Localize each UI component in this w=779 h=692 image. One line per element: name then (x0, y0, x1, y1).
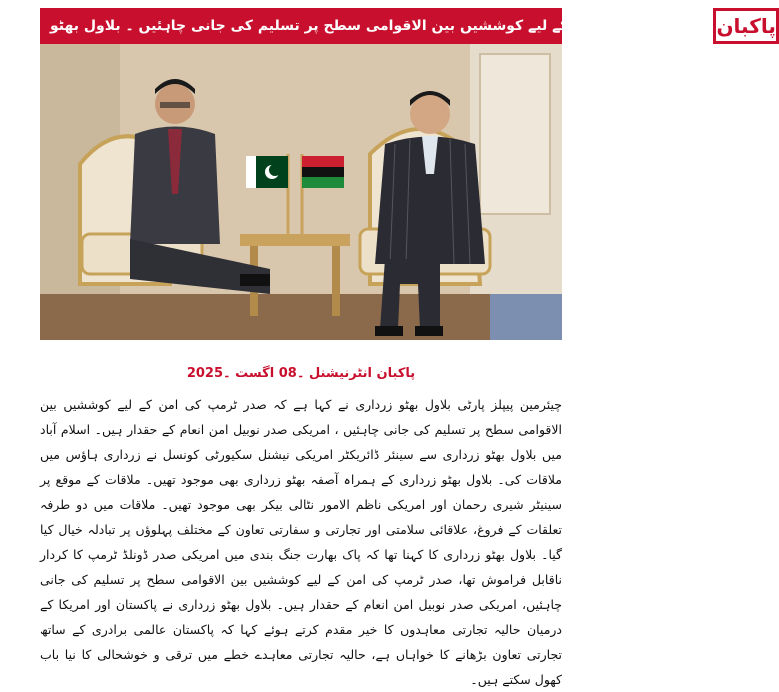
meeting-photo-icon (40, 44, 562, 340)
logo[interactable] (713, 8, 778, 44)
headline-bar (40, 8, 776, 44)
dateline: پاکبان انٹرنیشنل ۔08 اگست ۔2025 (186, 366, 416, 381)
logo-text: پاکبان (716, 14, 776, 38)
meeting-photo (40, 44, 562, 340)
article-body: چیئرمین پیپلز پارٹی بلاول بھٹو زرداری نے کہا ہے کہ صدر ٹرمپ کی امن کے لیے کوششیں بین الاقوامی سطح پر تسلیم کی جانی چاہئیں ، امریکی صدر نوبیل امن انعام کے حقدار ہیں۔ اسلام آباد میں بلاول بھٹو زرداری سے سینئر ڈائریکٹر امریکی نیشنل سکیورٹی کونسل نے زرداری ہاؤس میں ملاقات کی۔ بلاول بھٹو زرداری کے ہمراہ آصفہ بھٹو زرداری بھی موجود تھیں۔ ملاقات کے موقع پر سینیٹر شیری رحمان اور امریکی ناظم الامور نٹالی بیکر بھی موجود تھیں۔ ملاقات میں دو طرفہ تعلقات کے فروغ، علاقائی سلامتی اور تجارتی و سفارتی تعاون کے مختلف پہلوؤں پر تبادلہ خیال کیا گیا۔ بلاول بھٹو زرداری کا کہنا تھا کہ پاک بھارت جنگ بندی میں امریکی صدر ڈونلڈ ٹرمپ کا کردار ناقابل فراموش تھا، صدر ٹرمپ کی امن کے لیے کوششیں بین الاقوامی سطح پر تسلیم کی جانی چاہئیں، امریکی صدر نوبیل امن انعام کے حقدار ہیں۔ بلاول بھٹو زرداری نے پاکستان اور امریکا کے درمیان حالیہ تجارتی معاہدوں کا خیر مقدم کرتے ہوئے کہا کہ پاکستان عالمی برادری کے ساتھ تجارتی تعاون بڑھانے کا خواہاں ہے، حالیہ تجارتی معاہدے خطے میں ترقی و خوشحالی کا نیا باب کھول سکتے ہیں۔ (40, 397, 562, 687)
headline: صدر ٹرمپ کی امن کے لیے کوششیں بین الاقوامی سطح پر تسلیم کی جانی چاہئیں ۔ بلاول بھٹو (50, 18, 704, 34)
